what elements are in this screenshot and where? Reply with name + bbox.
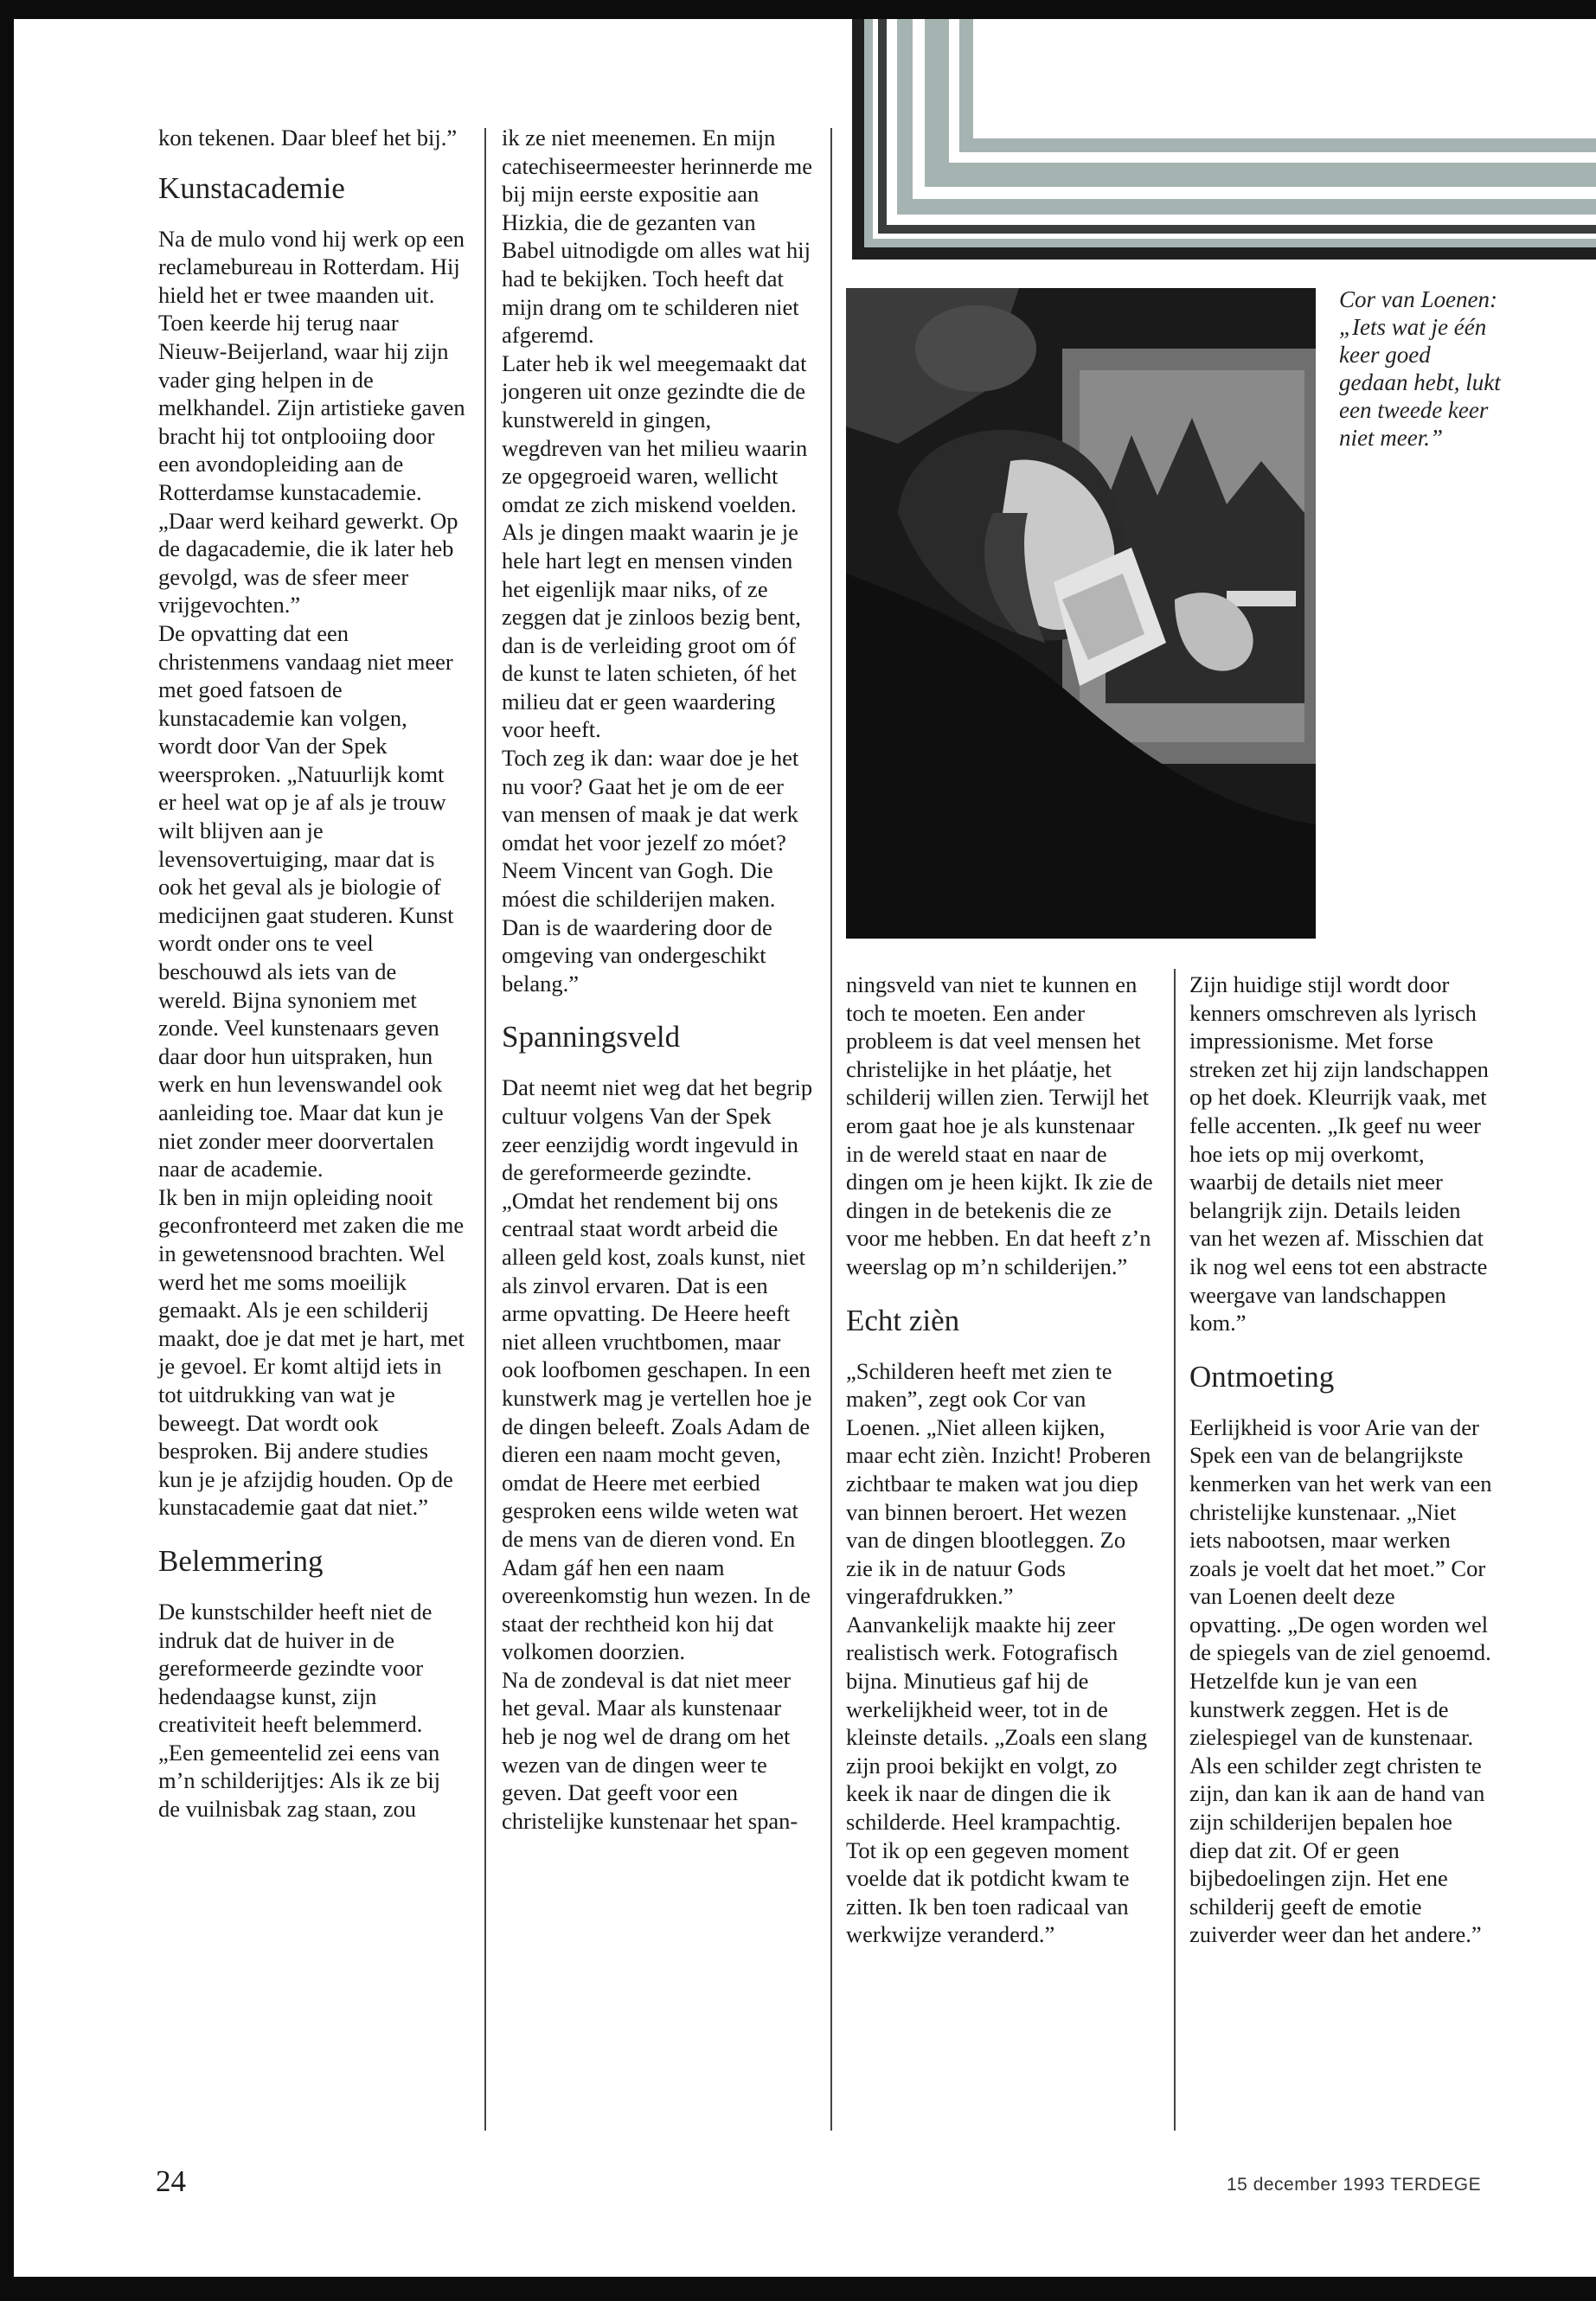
paragraph: Eerlijkheid is voor Arie van der Spek een van de belangrijkste kenmerken van het werk van een christelijke kunstenaar. „Niet iets nabootsen, maar werken zoals je voelt dat het moet.” Cor van Loenen deelt deze opvatting. „De ogen worden wel de spiegels van de ziel genoemd. Hetzelfde kun je van een kunstwerk zeggen. Het is de zielespiegel van de kunstenaar. Als een schilder zegt christen te zijn, dan kan ik aan de hand van zijn schilderijen bepalen hoe diep dat zit. Of er geen bijbedoelingen zijn. Het ene schilderij geeft de emotie zuiverder weer dan het andere.” (1189, 1413, 1492, 1948)
photo-caption: Cor van Loenen: „Iets wat je één keer goed gedaan hebt, lukt een tweede keer niet meer.” (1339, 286, 1501, 451)
paragraph: Zijn huidige stijl wordt door kenners omschreven als lyrisch impressionisme. Met forse streken zet hij zijn landschappen op het doek. Kleurrijk vaak, met felle accenten. „Ik geef nu weer hoe iets op mij overkomt, waarbij de details niet meer belangrijk zijn. Details leiden van het wezen af. Misschien dat ik nog wel eens tot een abstracte weergave van landschappen kom.” (1189, 971, 1489, 1336)
subheading-belemmering: Belemmering (158, 1543, 324, 1578)
article-column-3 (846, 971, 1153, 1949)
column-rule (484, 128, 486, 2131)
paragraph: De opvatting dat een christenmens vandaag niet meer met goed fatsoen de kunstacademie kan volgen, wordt door Van der Spek weersproken. „Natuurlijk komt er heel wat op je af als je trouw wilt blijven aan je levensovertuiging, maar dat is ook het geval als je biologie of medicijnen gaat studeren. Kunst wordt onder ons te veel beschouwd als iets van de wereld. Bijna synoniem met zonde. Veel kunstenaars geven daar door hun uitspraken, hun werk en hun levenswandel ook aanleiding toe. Maar dat kun je niet zonder meer doorvertalen naar de academie. (158, 619, 454, 1183)
article-column-4 (1189, 971, 1492, 1949)
paragraph: ik ze niet meenemen. En mijn catechiseermeester herinnerde me bij mijn eerste expositie aan Hizkia, die de gezanten van Babel uitnodigde om alles wat hij had te bekijken. Toch heeft dat mijn drang om te schilderen niet afgeremd. (502, 125, 813, 349)
subheading-echt-zien: Echt zièn (846, 1303, 960, 1337)
painter-illustration (846, 288, 1316, 939)
article-column-2 (502, 124, 813, 1835)
paragraph: Toch zeg ik dan: waar doe je het nu voor? Gaat het je om de eer van mensen of maak je dat werk omdat het voor jezelf zo móet? Neem Vincent van Gogh. Die móest die schilderijen maken. Dan is de waardering door de omgeving van ondergeschikt belang.” (502, 745, 799, 997)
article-column-1 (158, 124, 465, 1823)
paragraph: kon tekenen. Daar bleef het bij.” (158, 125, 458, 151)
decorative-stripe-frame (852, 19, 1596, 260)
paragraph: De kunstschilder heeft niet de indruk dat de huiver in de gereformeerde gezindte voor hedendaagse kunst, zijn creativiteit heeft belemmerd. „Een gemeentelid zei eens van m’n schilderijtjes: Als ik ze bij de vuilnisbak zag staan, zou (158, 1598, 441, 1823)
subheading-spanningsveld: Spanningsveld (502, 1020, 681, 1054)
paragraph: Later heb ik wel meegemaakt dat jongeren uit onze gezindte die de kunstwereld in gingen, wegdreven van het milieu waarin ze opgegroeid waren, wellicht omdat ze zich miskend voelden. Als je dingen maakt waarin je je hele hart legt en mensen vinden het eigenlijk maar niks, of ze zeggen dat je zinloos bezig bent, dan is de verleiding groot om óf de kunst te laten schieten, óf het milieu dat er geen waardering voor heeft. (502, 349, 808, 743)
issue-dateline: 15 december 1993 TERDEGE (1227, 2175, 1482, 2195)
paragraph: „Schilderen heeft met zien te maken”, zegt ook Cor van Loenen. „Niet alleen kijken, maar echt zièn. Inzicht! Proberen zichtbaar te maken wat jou diep van binnen beroert. Het wezen van de dingen blootleggen. Zo zie ik in de natuur Gods vingerafdrukken.” (846, 1357, 1151, 1610)
paragraph: ningsveld van niet te kunnen en toch te moeten. Een ander probleem is dat veel mensen het christelijke in het pláatje, het schilderij willen zien. Terwijl het erom gaat hoe je als kunstenaar in de wereld staat en naar de dingen om je heen kijkt. Ik zie de dingen in de betekenis die ze voor me hebben. En dat heeft z’n weerslag op m’n schilderijen.” (846, 971, 1153, 1279)
paragraph: Na de mulo vond hij werk op een reclamebureau in Rotterdam. Hij hield het er twee maanden uit. Toen keerde hij terug naar Nieuw-Beijerland, waar hij zijn vader ging helpen in de melkhandel. Zijn artistieke gaven bracht hij tot ontplooiing door een avondopleiding aan de Rotterdamse kunstacademie. „Daar werd keihard gewerkt. Op de dagacademie, die ik later heb gevolgd, was de sfeer meer vrijgevochten.” (158, 225, 465, 619)
subheading-kunstacademie: Kunstacademie (158, 170, 345, 205)
column-rule (830, 128, 832, 2131)
photo-painter-at-easel (846, 288, 1316, 939)
paragraph: Aanvankelijk maakte hij zeer realistisch werk. Fotografisch bijna. Minutieus gaf hij de werkelijkheid weer, tot in de kleinste details. „Zoals een slang zijn prooi bekijkt en volgt, zo keek ik naar de dingen die ik schilderde. Heel krampachtig. Tot ik op een gegeven moment voelde dat ik potdicht kwam te zitten. Ik ben toen radicaal van werkwijze veranderd.” (846, 1611, 1148, 1948)
paragraph: Ik ben in mijn opleiding nooit geconfronteerd met zaken die me in gewetensnood brachten. Wel werd het me soms moeilijk gemaakt. Als je een schilderij maakt, doe je dat met je hart, met je gevoel. Er komt altijd iets in tot uitdrukking van wat je beweegt. Dat wordt ook besproken. Bij andere studies kun je je afzijdig houden. Op de kunstacademie gaat dat niet.” (158, 1183, 465, 1521)
subheading-ontmoeting: Ontmoeting (1189, 1359, 1335, 1394)
paragraph: Na de zondeval is dat niet meer het geval. Maar als kunstenaar heb je nog wel de drang om het wezen van de dingen weer te geven. Dat geeft voor een christelijke kunstenaar het span- (502, 1666, 798, 1834)
column-rule (1174, 969, 1176, 2131)
paragraph: Dat neemt niet weg dat het begrip cultuur volgens Van der Spek zeer eenzijdig wordt ingevuld in de gereformeerde gezindte. „Omdat het rendement bij ons centraal staat wordt arbeid die alleen geld kost, zoals kunst, niet als zinvol ervaren. Dat is een arme opvatting. De Heere heeft niet alleen vruchtbomen, maar ook loofbomen geschapen. In een kunstwerk mag je vertellen hoe je de dingen beleeft. Zoals Adam de dieren een naam mocht geven, omdat de Heere met eerbied gesproken eens wilde weten wat de mens van de dieren vond. En Adam gáf hen een naam overeenkomstig hun wezen. In de staat der rechtheid kon hij dat volkomen doorzien. (502, 1074, 813, 1665)
page-number: 24 (156, 2164, 186, 2198)
